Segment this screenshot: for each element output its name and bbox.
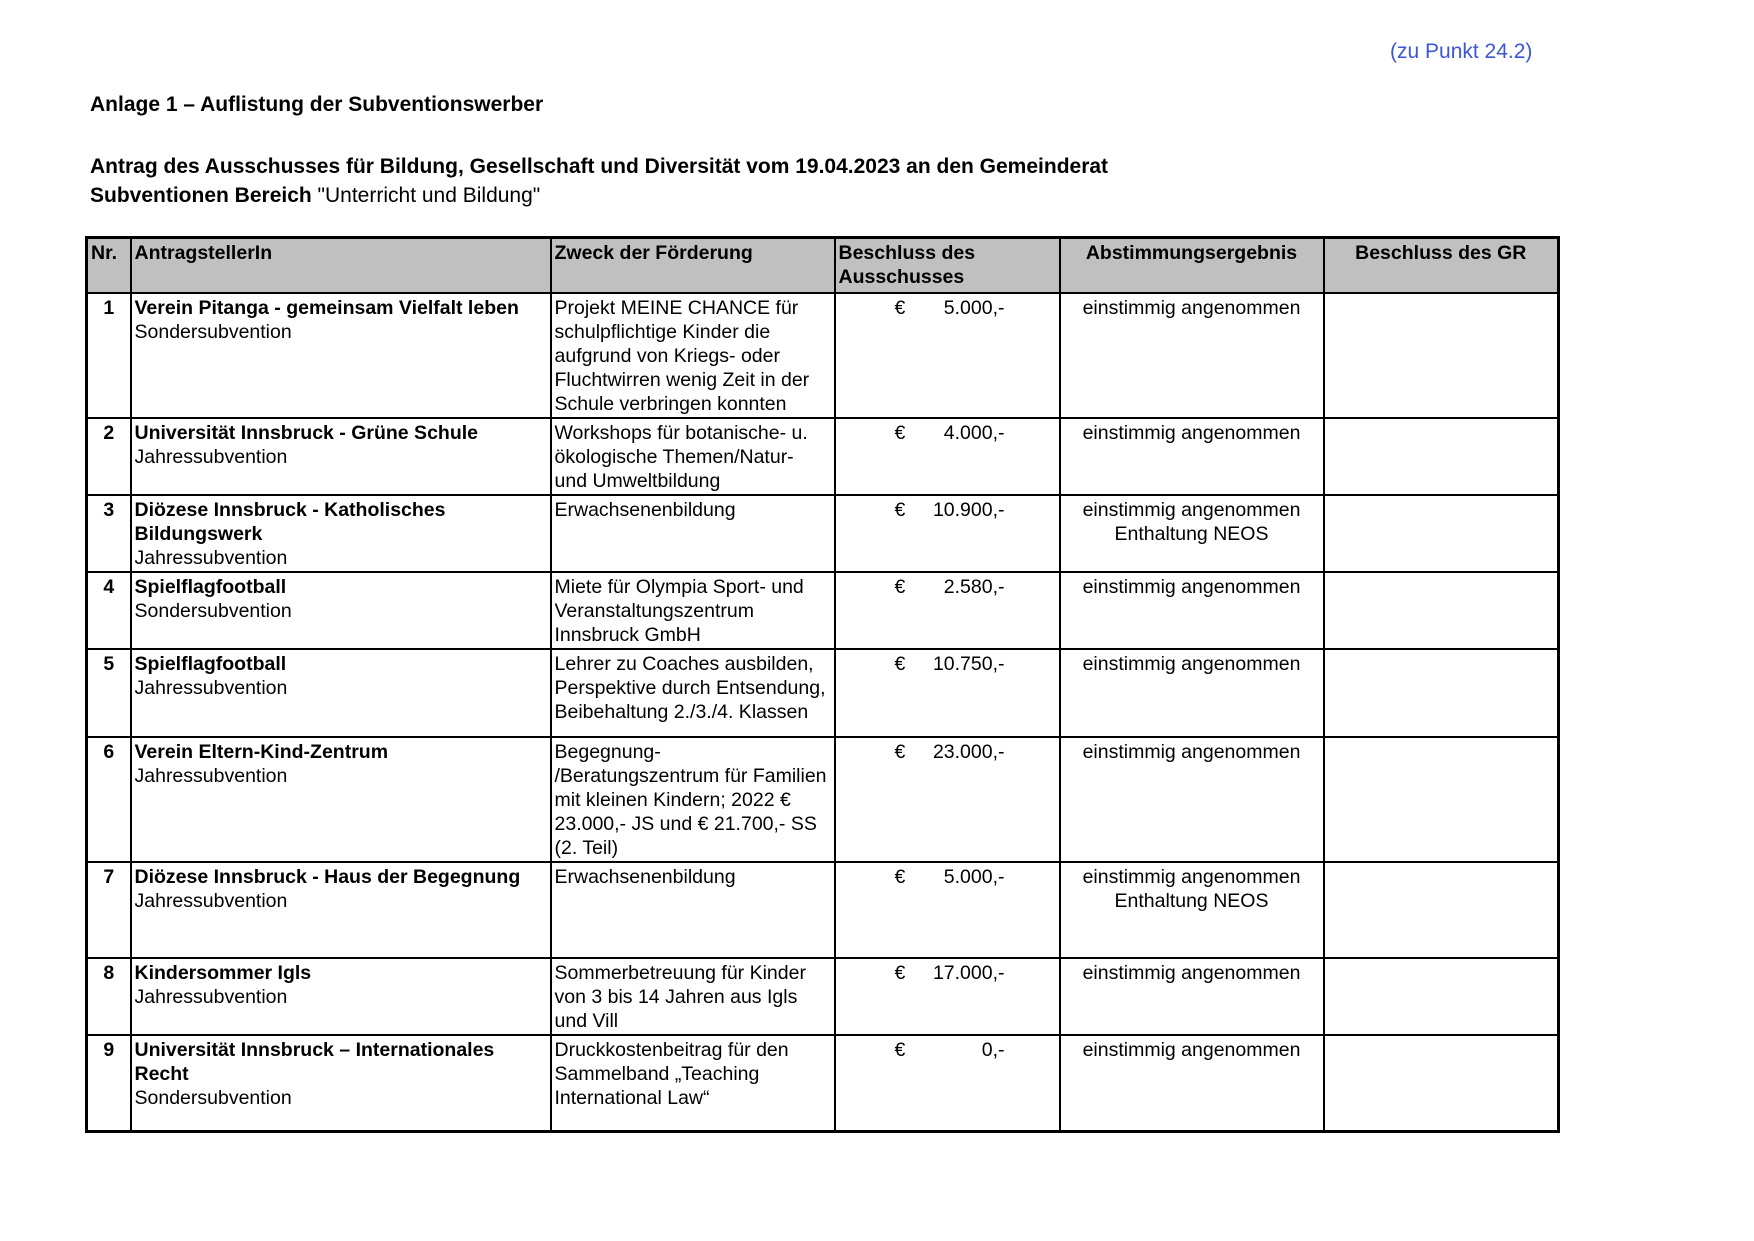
vote-cell [1060, 293, 1324, 418]
decision-cell [835, 572, 1060, 649]
subsidy-type: Jahressubvention [134, 677, 288, 699]
vote-cell [1060, 1035, 1324, 1131]
vote-cell [1060, 649, 1324, 737]
applicant-name: Diözese Innsbruck - Katholisches Bildungswerk [134, 499, 446, 545]
applicant-cell [131, 293, 551, 418]
decision-cell [835, 495, 1060, 572]
vote-result: einstimmig angenommen [1082, 866, 1301, 888]
table-row [87, 649, 1559, 737]
vote-result: einstimmig angenommen [1082, 576, 1301, 598]
applicant-cell [131, 1035, 551, 1131]
applicant-name: Spielflagfootball [134, 653, 287, 675]
applicant-cell [131, 418, 551, 495]
decision-cell [835, 737, 1060, 862]
applicant-name: Verein Eltern-Kind-Zentrum [134, 741, 389, 763]
header-council: Beschluss des GR [1324, 238, 1559, 294]
decision-cell [835, 293, 1060, 418]
header-vote: Abstimmungsergebnis [1060, 238, 1324, 294]
table-row [87, 862, 1559, 958]
table-row [87, 737, 1559, 862]
subsidy-type: Jahressubvention [134, 890, 288, 912]
row-number: 5 [87, 649, 131, 737]
page-title: Anlage 1 – Auflistung der Subventionswerber [90, 93, 544, 116]
vote-cell [1060, 495, 1324, 572]
vote-cell [1060, 958, 1324, 1035]
vote-result: einstimmig angenommen [1082, 741, 1301, 763]
applicant-cell [131, 572, 551, 649]
amount-value: 0,- [981, 1039, 1005, 1061]
council-cell [1324, 958, 1559, 1035]
currency-symbol: € [894, 741, 906, 763]
vote-cell [1060, 737, 1324, 862]
applicant-name: Kindersommer Igls [134, 962, 312, 984]
vote-note: Enthaltung NEOS [1114, 890, 1269, 912]
row-number: 3 [87, 495, 131, 572]
subtitle-line-2-rest: "Unterricht und Bildung" [311, 184, 541, 207]
currency-symbol: € [894, 962, 906, 984]
header-decision: Beschluss des Ausschusses [835, 238, 1060, 294]
currency-symbol: € [894, 866, 906, 888]
council-cell [1324, 737, 1559, 862]
amount-value: 5.000,- [943, 866, 1005, 888]
applicant-name: Universität Innsbruck – Internationales Recht [134, 1039, 495, 1085]
purpose-cell: Druckkostenbeitrag für den Sammelband „Teaching International Law“ [551, 1035, 835, 1131]
decision-cell [835, 1035, 1060, 1131]
vote-result: einstimmig angenommen [1082, 422, 1301, 444]
subsidy-type: Jahressubvention [134, 986, 288, 1008]
row-number: 7 [87, 862, 131, 958]
table-row [87, 572, 1559, 649]
amount-value: 4.000,- [943, 422, 1005, 444]
council-cell [1324, 418, 1559, 495]
header-purpose: Zweck der Förderung [551, 238, 835, 294]
decision-cell [835, 862, 1060, 958]
row-number: 9 [87, 1035, 131, 1131]
currency-symbol: € [894, 422, 906, 444]
table-row [87, 418, 1559, 495]
applicant-cell [131, 737, 551, 862]
purpose-cell: Erwachsenenbildung [551, 862, 835, 958]
subtitle-line-2 [90, 181, 1108, 210]
currency-symbol: € [894, 499, 906, 521]
applicant-cell [131, 649, 551, 737]
vote-result: einstimmig angenommen [1082, 499, 1301, 521]
applicant-cell [131, 958, 551, 1035]
council-cell [1324, 293, 1559, 418]
subsidy-type: Jahressubvention [134, 765, 288, 787]
currency-symbol: € [894, 297, 906, 319]
table-header-row [87, 238, 1559, 294]
amount-value: 10.900,- [932, 499, 1005, 521]
council-cell [1324, 572, 1559, 649]
vote-note: Enthaltung NEOS [1114, 523, 1269, 545]
purpose-cell: Projekt MEINE CHANCE für schulpflichtige Kinder die aufgrund von Kriegs- oder Fluchtwirren wenig Zeit in der Schule verbringen konnten [551, 293, 835, 418]
applicant-cell [131, 862, 551, 958]
subsidy-type: Sondersubvention [134, 1087, 292, 1109]
purpose-cell: Sommerbetreuung für Kinder von 3 bis 14 Jahren aus Igls und Vill [551, 958, 835, 1035]
amount-value: 2.580,- [943, 576, 1005, 598]
table-row [87, 293, 1559, 418]
table-row [87, 1035, 1559, 1131]
applicant-cell [131, 495, 551, 572]
vote-cell [1060, 418, 1324, 495]
council-cell [1324, 862, 1559, 958]
subsidy-type: Sondersubvention [134, 321, 292, 343]
amount-value: 10.750,- [932, 653, 1005, 675]
currency-symbol: € [894, 576, 906, 598]
header-nr: Nr. [87, 238, 131, 294]
subtitle-line-1: Antrag des Ausschusses für Bildung, Gesellschaft und Diversität vom 19.04.2023 an den Gemeinderat [90, 155, 1109, 178]
subsidy-table [85, 236, 1560, 1133]
decision-cell [835, 958, 1060, 1035]
table-row [87, 495, 1559, 572]
purpose-cell: Workshops für botanische- u. ökologische Themen/Natur- und Umweltbildung [551, 418, 835, 495]
applicant-name: Verein Pitanga - gemeinsam Vielfalt leben [134, 297, 519, 319]
purpose-cell: Lehrer zu Coaches ausbilden, Perspektive durch Entsendung, Beibehaltung 2./3./4. Klassen [551, 649, 835, 737]
subsidy-type: Jahressubvention [134, 446, 288, 468]
purpose-cell: Erwachsenenbildung [551, 495, 835, 572]
row-number: 4 [87, 572, 131, 649]
council-cell [1324, 495, 1559, 572]
subtitle-line-2-bold: Subventionen Bereich [90, 184, 312, 207]
vote-result: einstimmig angenommen [1082, 297, 1301, 319]
header-applicant: AntragstellerIn [131, 238, 551, 294]
amount-value: 5.000,- [943, 297, 1005, 319]
vote-result: einstimmig angenommen [1082, 962, 1301, 984]
applicant-name: Diözese Innsbruck - Haus der Begegnung [134, 866, 521, 888]
subsidy-type: Jahressubvention [134, 547, 288, 569]
row-number: 6 [87, 737, 131, 862]
vote-result: einstimmig angenommen [1082, 653, 1301, 675]
row-number: 1 [87, 293, 131, 418]
applicant-name: Universität Innsbruck - Grüne Schule [134, 422, 478, 444]
vote-cell [1060, 862, 1324, 958]
currency-symbol: € [894, 653, 906, 675]
purpose-cell: Begegnung- /Beratungszentrum für Familien mit kleinen Kindern; 2022 € 23.000,- JS und € 21.700,- SS (2. Teil) [551, 737, 835, 862]
amount-value: 23.000,- [932, 741, 1005, 763]
table-row [87, 958, 1559, 1035]
amount-value: 17.000,- [932, 962, 1005, 984]
row-number: 2 [87, 418, 131, 495]
vote-cell [1060, 572, 1324, 649]
reference-note: (zu Punkt 24.2) [1390, 40, 1533, 63]
purpose-cell: Miete für Olympia Sport- und Veranstaltungszentrum Innsbruck GmbH [551, 572, 835, 649]
council-cell [1324, 649, 1559, 737]
applicant-name: Spielflagfootball [134, 576, 287, 598]
subsidy-type: Sondersubvention [134, 600, 292, 622]
council-cell [1324, 1035, 1559, 1131]
decision-cell [835, 649, 1060, 737]
decision-cell [835, 418, 1060, 495]
vote-result: einstimmig angenommen [1082, 1039, 1301, 1061]
row-number: 8 [87, 958, 131, 1035]
currency-symbol: € [894, 1039, 906, 1061]
page-subtitle [90, 152, 1108, 210]
